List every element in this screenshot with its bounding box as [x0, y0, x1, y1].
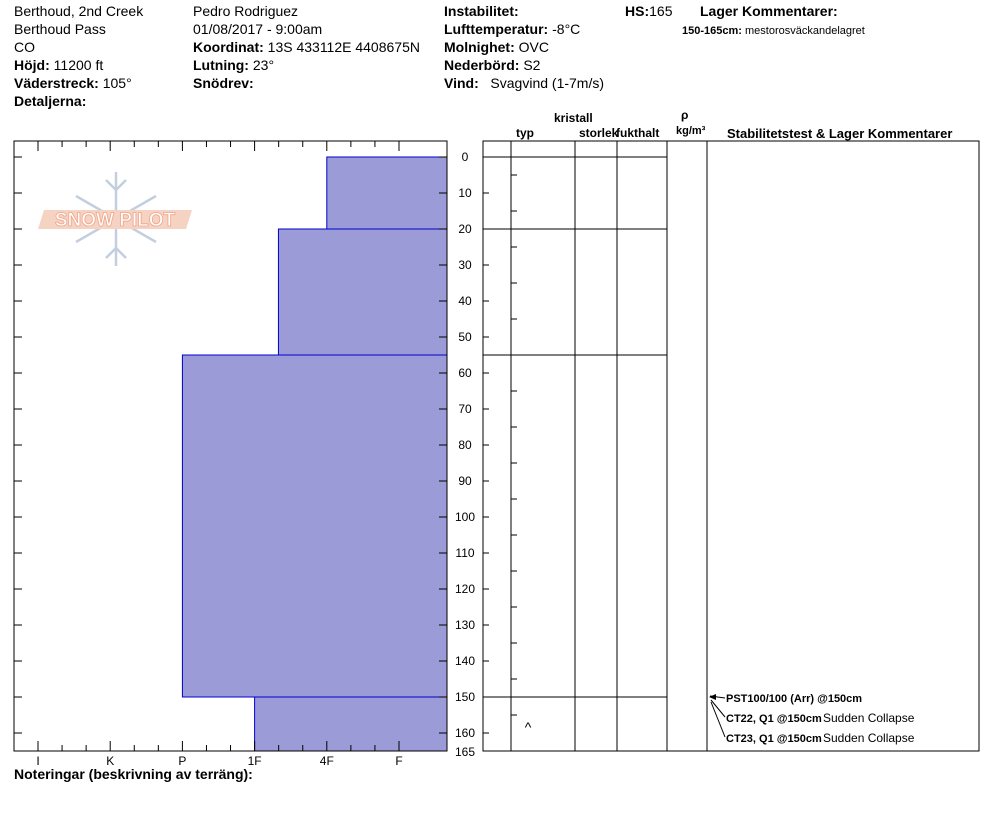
grain-symbol: ^ — [524, 719, 532, 735]
slope-label: Lutning: — [193, 57, 249, 73]
wind-value: Svagvind (1-7m/s) — [490, 75, 605, 91]
observer: Pedro Rodriguez — [193, 3, 299, 19]
stability-test-3: CT23, Q1 @150cm — [726, 733, 822, 745]
layer-table — [483, 141, 979, 751]
hs-label: HS: — [625, 3, 650, 19]
air-temp-value: -8°C — [552, 21, 581, 37]
coord-value: 13S 433112E 4408675N — [267, 39, 420, 55]
header-size: storlek — [579, 126, 619, 140]
sky-value: OVC — [518, 39, 549, 55]
depth-label: 90 — [458, 474, 472, 488]
depth-label: 10 — [458, 186, 472, 200]
depth-label: 165 — [454, 745, 476, 759]
precip-label: Nederbörd: — [444, 57, 520, 73]
precip-value: S2 — [523, 57, 541, 73]
details-label: Detaljerna: — [14, 93, 87, 109]
wind-label: Vind: — [444, 75, 479, 91]
depth-label: 60 — [458, 366, 472, 380]
depth-label: 70 — [458, 402, 472, 416]
depth-label: 110 — [455, 546, 475, 560]
instability-label: Instabilitet: — [444, 3, 519, 19]
slope-value: 23° — [252, 57, 275, 73]
hardness-bar-3 — [182, 355, 447, 697]
depth-label: 150 — [454, 690, 476, 704]
x-tick-label: 4F — [319, 754, 334, 768]
header-crystal: kristall — [554, 111, 593, 125]
x-tick-label: K — [106, 754, 115, 768]
hardness-bars — [182, 157, 447, 751]
depth-label: 20 — [458, 222, 472, 236]
typ-ticks — [511, 175, 517, 715]
depth-label: 0 — [461, 150, 469, 164]
aspect-label: Väderstreck: — [14, 75, 99, 91]
stability-tests — [709, 693, 915, 745]
depth-label: 40 — [458, 294, 472, 308]
x-tick-label: 1F — [247, 754, 262, 768]
stability-comment-2: Sudden Collapse — [823, 711, 915, 725]
hardness-bar-4 — [255, 697, 447, 751]
depth-label: 120 — [454, 582, 476, 596]
air-temp-label: Lufttemperatur: — [444, 21, 549, 37]
layer-comments-title: Lager Kommentarer: — [700, 3, 838, 19]
drift-label: Snödrev: — [193, 75, 254, 91]
depth-label: 50 — [458, 330, 472, 344]
header-stability: Stabilitetstest & Lager Kommentarer — [727, 126, 953, 141]
elevation-value: 11200 ft — [53, 57, 104, 73]
sky-label: Molnighet: — [444, 39, 515, 55]
x-tick-label: P — [178, 754, 187, 768]
layer-comment-depth: 150-165cm: — [682, 25, 742, 37]
header-typ: typ — [516, 126, 534, 140]
depth-label: 30 — [458, 258, 472, 272]
state: CO — [14, 39, 35, 55]
notes-label: Noteringar (beskrivning av terräng): — [14, 766, 253, 782]
logo-text: SNOW PILOT — [54, 210, 176, 231]
location: Berthoud, 2nd Creek — [14, 3, 144, 19]
depth-label: 80 — [458, 438, 472, 452]
header-rho: ρ — [681, 108, 689, 122]
datetime: 01/08/2017 - 9:00am — [193, 21, 323, 37]
header-rho-unit: kg/m³ — [676, 125, 706, 137]
header-moisture: fukthalt — [616, 126, 660, 140]
hs-value: 165 — [649, 3, 673, 19]
layer-comment-text: mestorosväckandelagret — [745, 25, 865, 37]
depth-label: 100 — [454, 510, 476, 524]
coord-label: Koordinat: — [193, 39, 264, 55]
stability-test-1: PST100/100 (Arr) @150cm — [726, 693, 863, 705]
pass-name: Berthoud Pass — [14, 21, 106, 37]
x-tick-label: F — [395, 754, 403, 768]
x-tick-label: I — [36, 754, 40, 768]
logo-text-group — [38, 210, 192, 231]
hardness-bar-2 — [278, 229, 447, 355]
stability-comment-3: Sudden Collapse — [823, 731, 915, 745]
depth-label: 140 — [454, 654, 476, 668]
hardness-bar-1 — [327, 157, 447, 229]
aspect-value: 105° — [102, 75, 132, 91]
stability-test-2: CT22, Q1 @150cm — [726, 713, 822, 725]
depth-label: 130 — [454, 618, 476, 632]
elevation-label: Höjd: — [14, 57, 50, 73]
depth-label: 160 — [454, 726, 476, 740]
